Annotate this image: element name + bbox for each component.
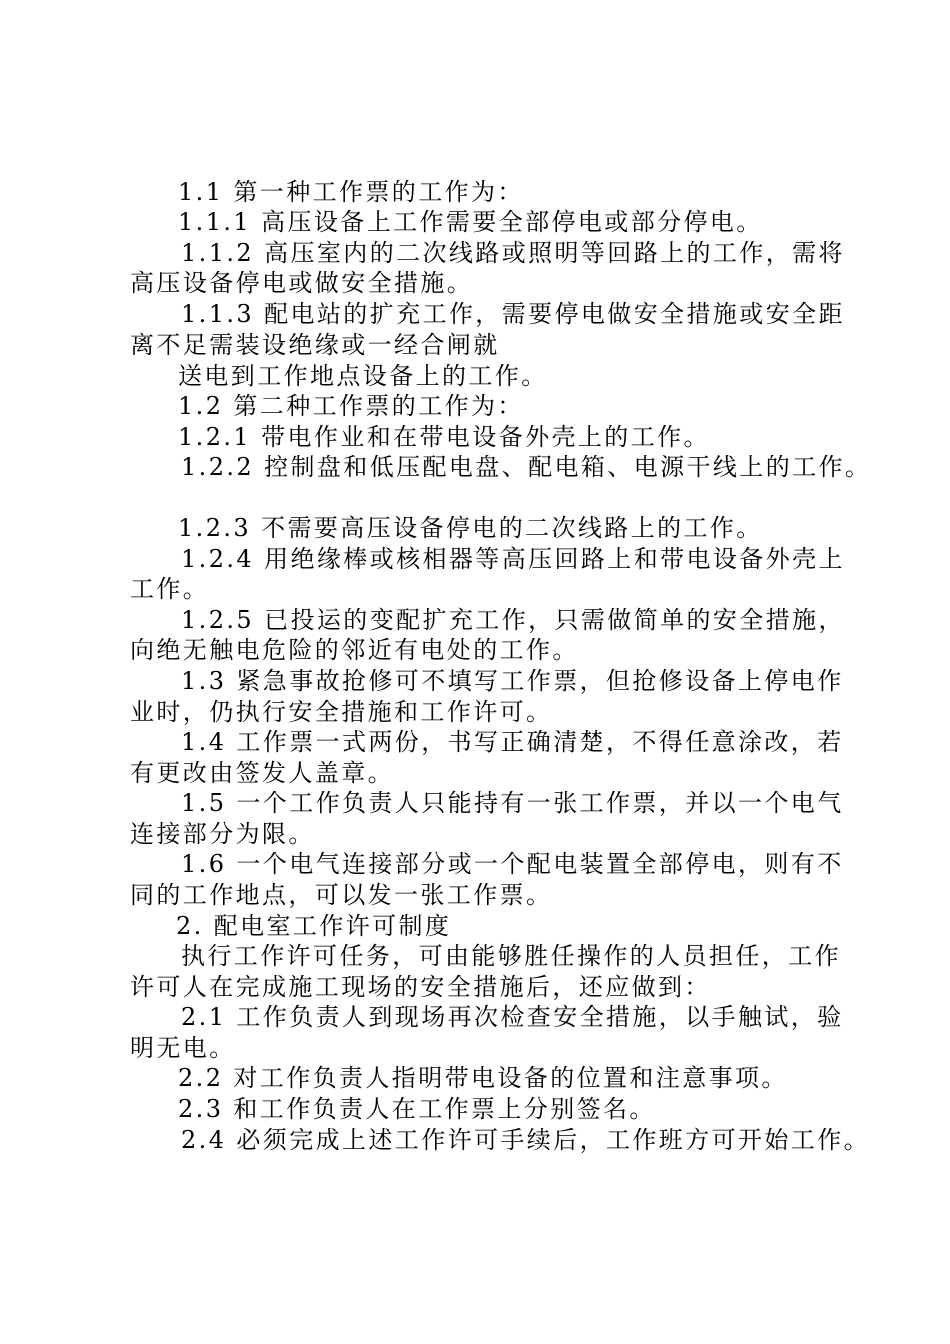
text-line: 执行工作许可任务，可由能够胜任操作的人员担任，工作 (181, 942, 841, 970)
text-line: 业时，仍执行安全措施和工作许可。 (130, 698, 553, 726)
text-line: 1.4 工作票一式两份，书写正确清楚，不得任意涂改，若 (181, 728, 844, 756)
text-line: 工作。 (130, 575, 210, 603)
text-line: 2.2 对工作负责人指明带电设备的位置和注意事项。 (178, 1064, 788, 1092)
text-line: 许可人在完成施工现场的安全措施后，还应做到： (130, 973, 711, 1001)
text-line: 2.1 工作负责人到现场再次检查安全措施，以手触试，验 (181, 1003, 844, 1031)
text-line: 1.3 紧急事故抢修可不填写工作票，但抢修设备上停电作 (181, 667, 844, 695)
text-line: 1.1.3 配电站的扩充工作，需要停电做安全措施或安全距 (181, 300, 845, 328)
text-line: 1.2 第二种工作票的工作为： (178, 392, 524, 420)
text-line: 1.1.1 高压设备上工作需要全部停电或部分停电。 (178, 208, 763, 236)
text-line: 1.1.2 高压室内的二次线路或照明等回路上的工作，需将 (181, 239, 845, 267)
text-line: 1.2.2 控制盘和低压配电盘、配电箱、电源干线上的工作。 (181, 453, 872, 481)
text-line: 1.5 一个工作负责人只能持有一张工作票，并以一个电气 (181, 789, 844, 817)
text-line: 有更改由签发人盖章。 (130, 759, 394, 787)
text-line: 1.2.5 已投运的变配扩充工作，只需做简单的安全措施， (181, 606, 845, 634)
text-line: 2.4 必须完成上述工作许可手续后，工作班方可开始工作。 (181, 1126, 870, 1154)
text-line: 向绝无触电危险的邻近有电处的工作。 (130, 636, 579, 664)
text-line: 高压设备停电或做安全措施。 (130, 269, 474, 297)
text-line: 连接部分为限。 (130, 820, 315, 848)
text-line: 离不足需装设绝缘或一经合闸就 (130, 331, 500, 359)
text-line: 1.6 一个电气连接部分或一个配电装置全部停电，则有不 (181, 850, 844, 878)
section-heading: 2. 配电室工作许可制度 (176, 912, 452, 940)
text-line: 1.2.3 不需要高压设备停电的二次线路上的工作。 (178, 514, 763, 542)
text-line: 1.2.1 带电作业和在带电设备外壳上的工作。 (178, 423, 710, 451)
text-line: 1.2.4 用绝缘棒或核相器等高压回路上和带电设备外壳上 (181, 545, 845, 573)
text-line: 同的工作地点，可以发一张工作票。 (130, 881, 553, 909)
text-line: 明无电。 (130, 1034, 236, 1062)
text-line: 2.3 和工作负责人在工作票上分别签名。 (178, 1095, 656, 1123)
text-line: 1.1 第一种工作票的工作为： (178, 178, 524, 206)
text-line: 送电到工作地点设备上的工作。 (178, 362, 548, 390)
